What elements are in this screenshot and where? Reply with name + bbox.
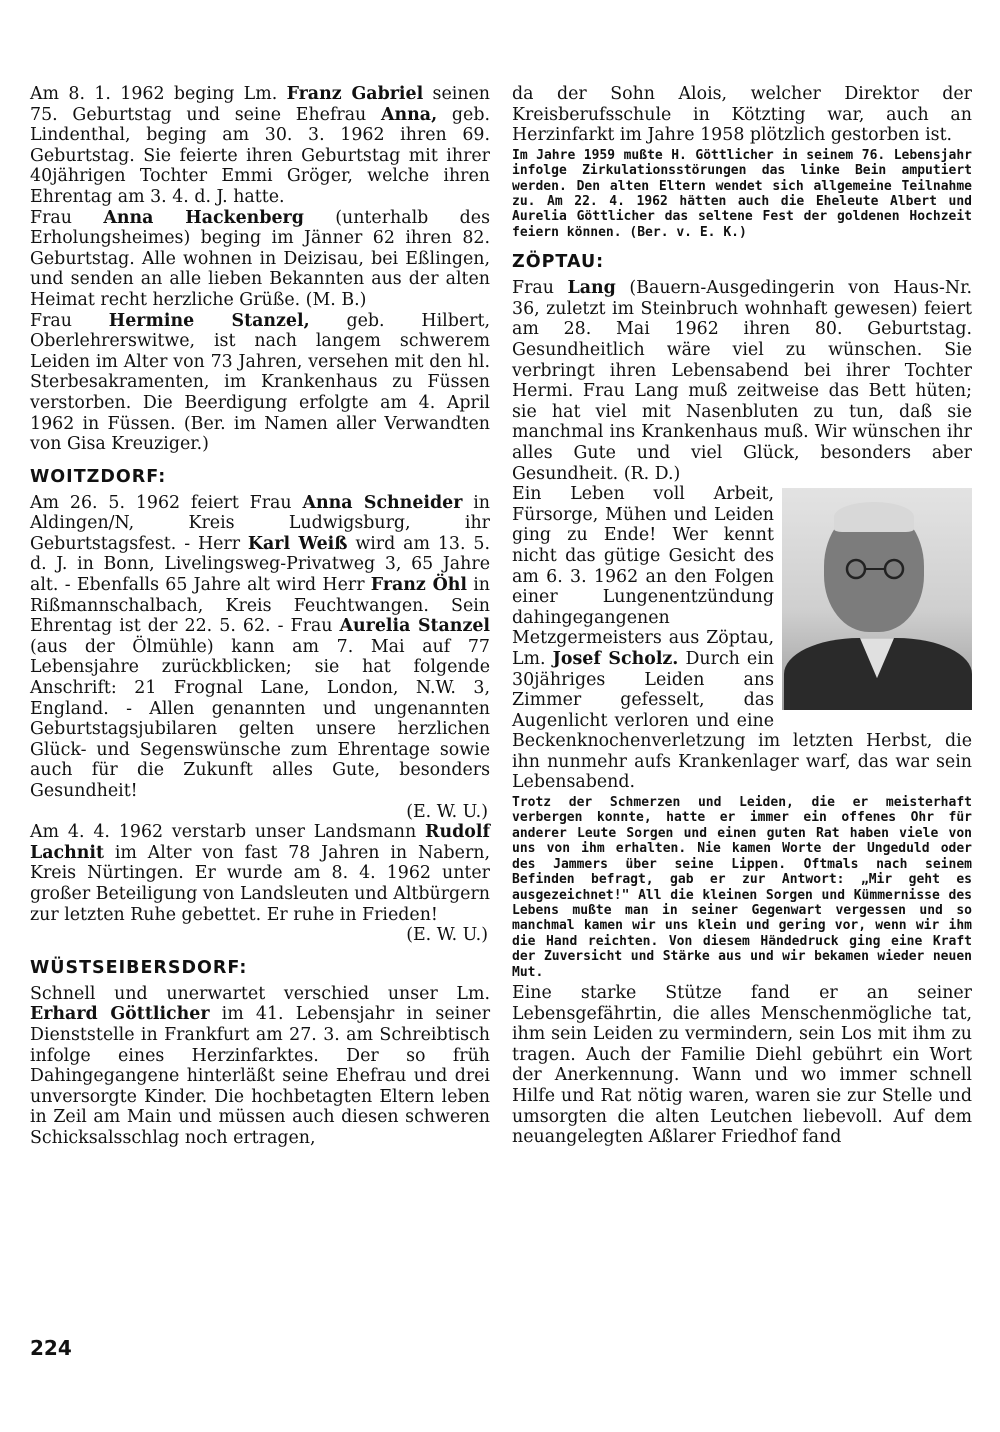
article-scholz-continued: Eine starke Stütze fand er an seiner Lebensgefährtin, die alles Menschenmögliche tat, ihm sein Leiden zu vermindern, sein Los mit ihm zu tragen. Auch der Familie Diehl gebührt ein Wort der Anerkennung. Wann und wo immer schnell Hilfe und Rat nötig waren, waren sie zur Stelle und umsorgten die alten Leutchen liebevoll. Auf dem neuangelegten Aßlarer Friedhof fand bbox=[512, 982, 972, 1148]
person-name: Hermine Stanzel, bbox=[108, 310, 310, 331]
person-name: Rudolf Lachnit bbox=[30, 822, 490, 863]
article-goettlicher-continued: da der Sohn Alois, welcher Direktor der Kreisberufsschule in Kötzting war, auch an Herzinfarkt im Jahre 1958 plötzlich gestorben ist. bbox=[512, 84, 972, 146]
text: Frau bbox=[30, 207, 104, 228]
section-heading-woitzdorf: WOITZDORF: bbox=[30, 466, 167, 487]
text: Frau bbox=[30, 310, 109, 331]
text: Ein Leben voll Arbeit, Fürsorge, Mühen und Leiden ging zu Ende! Wer kennt nicht das gütige Gesicht des am 6. 3. 1962 an den Folgen einer Lungenentzündung dahingegangenen Metzgermeisters aus Zöptau, Lm. bbox=[512, 484, 774, 669]
person-name: Lang bbox=[567, 278, 616, 299]
text: in Rißmannschalbach, Kreis Feuchtwangen. Sein Ehrentag ist der 22. 5. 62. - Frau bbox=[30, 575, 490, 637]
section-heading-wuestseibersdorf: WÜSTSEIBERSDORF: bbox=[30, 957, 248, 978]
text: geb. Hilbert, Oberlehrerswitwe, ist nach langem schwerem Leiden im Alter von 73 Jahren, versehen mit den hl. Sterbesakramenten, im Krankenhaus zu Füssen verstorben. Die Beerdigung erfolgte am 4. April 1962 in Füssen. (Ber. im Namen aller Verwandten von Gisa Kreuziger.) bbox=[30, 310, 490, 455]
right-column bbox=[512, 84, 972, 1148]
text: (aus der Ölmühle) kann am 7. Mai auf 77 Lebensjahre zurückblicken; sie hat folgende Anschrift: 21 Frognal Lane, London, N.W. 3, England. - Allen genannten und ungenannten Geburtstagsjubilaren gelten unsere herzlichen Glück- und Segenswünsche zum Ehrentage sowie auch für die Zukunft alles Gute, besonders Gesundheit! bbox=[30, 636, 490, 801]
text: seinen 75. Geburtstag und seine Ehefrau bbox=[30, 84, 491, 125]
small-print-tribute: Trotz der Schmerzen und Leiden, die er meisterhaft verbergen konnte, hatte er immer ein offenes Ohr für anderer Leute Sorgen und einen guten Rat haben viele von uns von ihm erhalten. Nie kamen Worte der Ungeduld oder des Jammers über seine Lippen. Oftmals nach seinem Befinden befragt, gab er zur Antwort: „Mir geht es ausgezeichnet!" All die kleinen Sorgen und Kümmernisse des Lebens mußte man in seiner Gegenwart vergessen und so manchmal kamen wir uns klein und gering vor, wenn wir ihm die Hand reichten. Von diesem Händedruck ging eine Kraft der Zuversicht und Stärke aus und wir bekamen wieder neuen Mut. bbox=[512, 795, 972, 980]
article-stanzel-hermine bbox=[30, 311, 490, 455]
person-name: Anna, bbox=[381, 104, 438, 125]
signature: (E. W. U.) bbox=[406, 801, 488, 822]
glasses-icon bbox=[842, 558, 908, 580]
portrait-hair bbox=[834, 502, 914, 532]
text: Am 4. 4. 1962 verstarb unser Landsmann bbox=[30, 822, 426, 843]
text: in Aldingen/N, Kreis Ludwigsburg, ihr Geburtstagsfest. - Herr bbox=[30, 492, 490, 554]
person-name: Franz Gabriel bbox=[286, 84, 424, 104]
text: (unterhalb des Erholungsheimes) beging im Jänner 62 ihren 82. Geburtstag. Alle wohnen in Deizisau, bei Eßlingen, und senden an alle lieben Bekannten aus der alten Heimat recht herzliche Grüße. (M. B.) bbox=[30, 207, 491, 310]
person-name: Erhard Göttlicher bbox=[30, 1004, 210, 1025]
text: Am 26. 5. 1962 feiert Frau bbox=[30, 492, 303, 513]
article-gabriel bbox=[30, 84, 490, 208]
portrait-photo bbox=[782, 488, 972, 710]
text: Frau bbox=[512, 278, 568, 299]
text: wird am 13. 5. d. J. in Bonn, Livelingsweg-Privatweg 3, 65 Jahre alt. - Ebenfalls 65 Jahre alt wird Herr bbox=[30, 533, 490, 596]
person-name: Anna Hackenberg bbox=[103, 207, 304, 228]
text: Schnell und unerwartet verschied unser Lm. bbox=[30, 983, 490, 1004]
text: im Alter von fast 78 Jahren in Nabern, Kreis Nürtingen. Er wurde am 8. 4. 1962 unter großer Beteiligung von Landsleuten und Altbürgern zur letzten Ruhe gebettet. Er ruhe in Frieden! bbox=[30, 842, 490, 925]
page-number: 224 bbox=[30, 1336, 72, 1360]
article-goettlicher bbox=[30, 984, 490, 1149]
text: im 41. Lebensjahr in seiner Dienststelle in Frankfurt am 27. 3. am Schreibtisch infolge eines Herzinfarktes. Der so früh Dahingegangene hinterläßt seine Ehefrau und drei unversorgte Kinder. Die hochbetagten Eltern leben in Zeil am Main und müssen auch diesen schweren Schicksalsschlag noch ertragen, bbox=[30, 1004, 491, 1148]
signature: (E. W. U.) bbox=[406, 925, 488, 946]
article-woitzdorf-birthdays bbox=[30, 493, 490, 802]
person-name: Aurelia Stanzel bbox=[339, 616, 491, 637]
person-name: Karl Weiß bbox=[247, 533, 348, 554]
text: (Bauern-Ausgedingerin von Haus-Nr. 36, zuletzt im Steinbruch wohnhaft gewesen) feiert am 28. Mai 1962 ihren 80. Geburtstag. Gesundheitlich wäre viel zu wünschen. Sie verbringt ihren Lebensabend bei ihrer Tochter Hermi. Frau Lang muß zeitweise das Bett hüten; sie hat viel mit Nasenbluten zu tun, daß sie manchmal ins Krankenhaus muß. Wir wünschen ihr alles Gute und viel Glück, besonders aber Gesundheit. (R. D.) bbox=[512, 278, 972, 484]
small-print-note: Im Jahre 1959 mußte H. Göttlicher in seinem 76. Lebensjahr infolge Zirkulationsstörungen das linke Bein amputiert werden. Den alten Eltern wendet sich allgemeine Teilnahme zu. Am 22. 4. 1962 hätten auch die Eheleute Albert und Aurelia Göttlicher das seltene Fest der goldenen Hochzeit feiern können. (Ber. v. E. K.) bbox=[512, 147, 972, 240]
text: Am 8. 1. 1962 beging Lm. bbox=[30, 84, 287, 104]
article-lachnit bbox=[30, 822, 490, 925]
article-hackenberg bbox=[30, 208, 490, 311]
person-name: Franz Öhl bbox=[370, 575, 467, 596]
person-name: Josef Scholz. bbox=[552, 648, 679, 669]
text: geb. Lindenthal, beging am 30. 3. 1962 ihren 69. Geburtstag. Sie feierte ihren Geburtstag mit ihrer 40jährigen Tochter Emmi Gröger, welche ihren Ehrentag am 3. 4. d. J. hatte. bbox=[30, 104, 490, 207]
article-lang bbox=[512, 278, 972, 484]
portrait-image bbox=[782, 488, 972, 710]
left-column bbox=[30, 84, 490, 1149]
person-name: Anna Schneider bbox=[302, 492, 463, 513]
text: Durch ein 30jähriges Leiden ans Zimmer gefesselt, das Augenlicht verloren und eine Beckenknochenverletzung im letzten Herbst, die ihn nunmehr aufs Krankenlager warf, das war sein Lebensabend. bbox=[512, 648, 972, 793]
section-heading-zoeptau: ZÖPTAU: bbox=[512, 252, 605, 273]
